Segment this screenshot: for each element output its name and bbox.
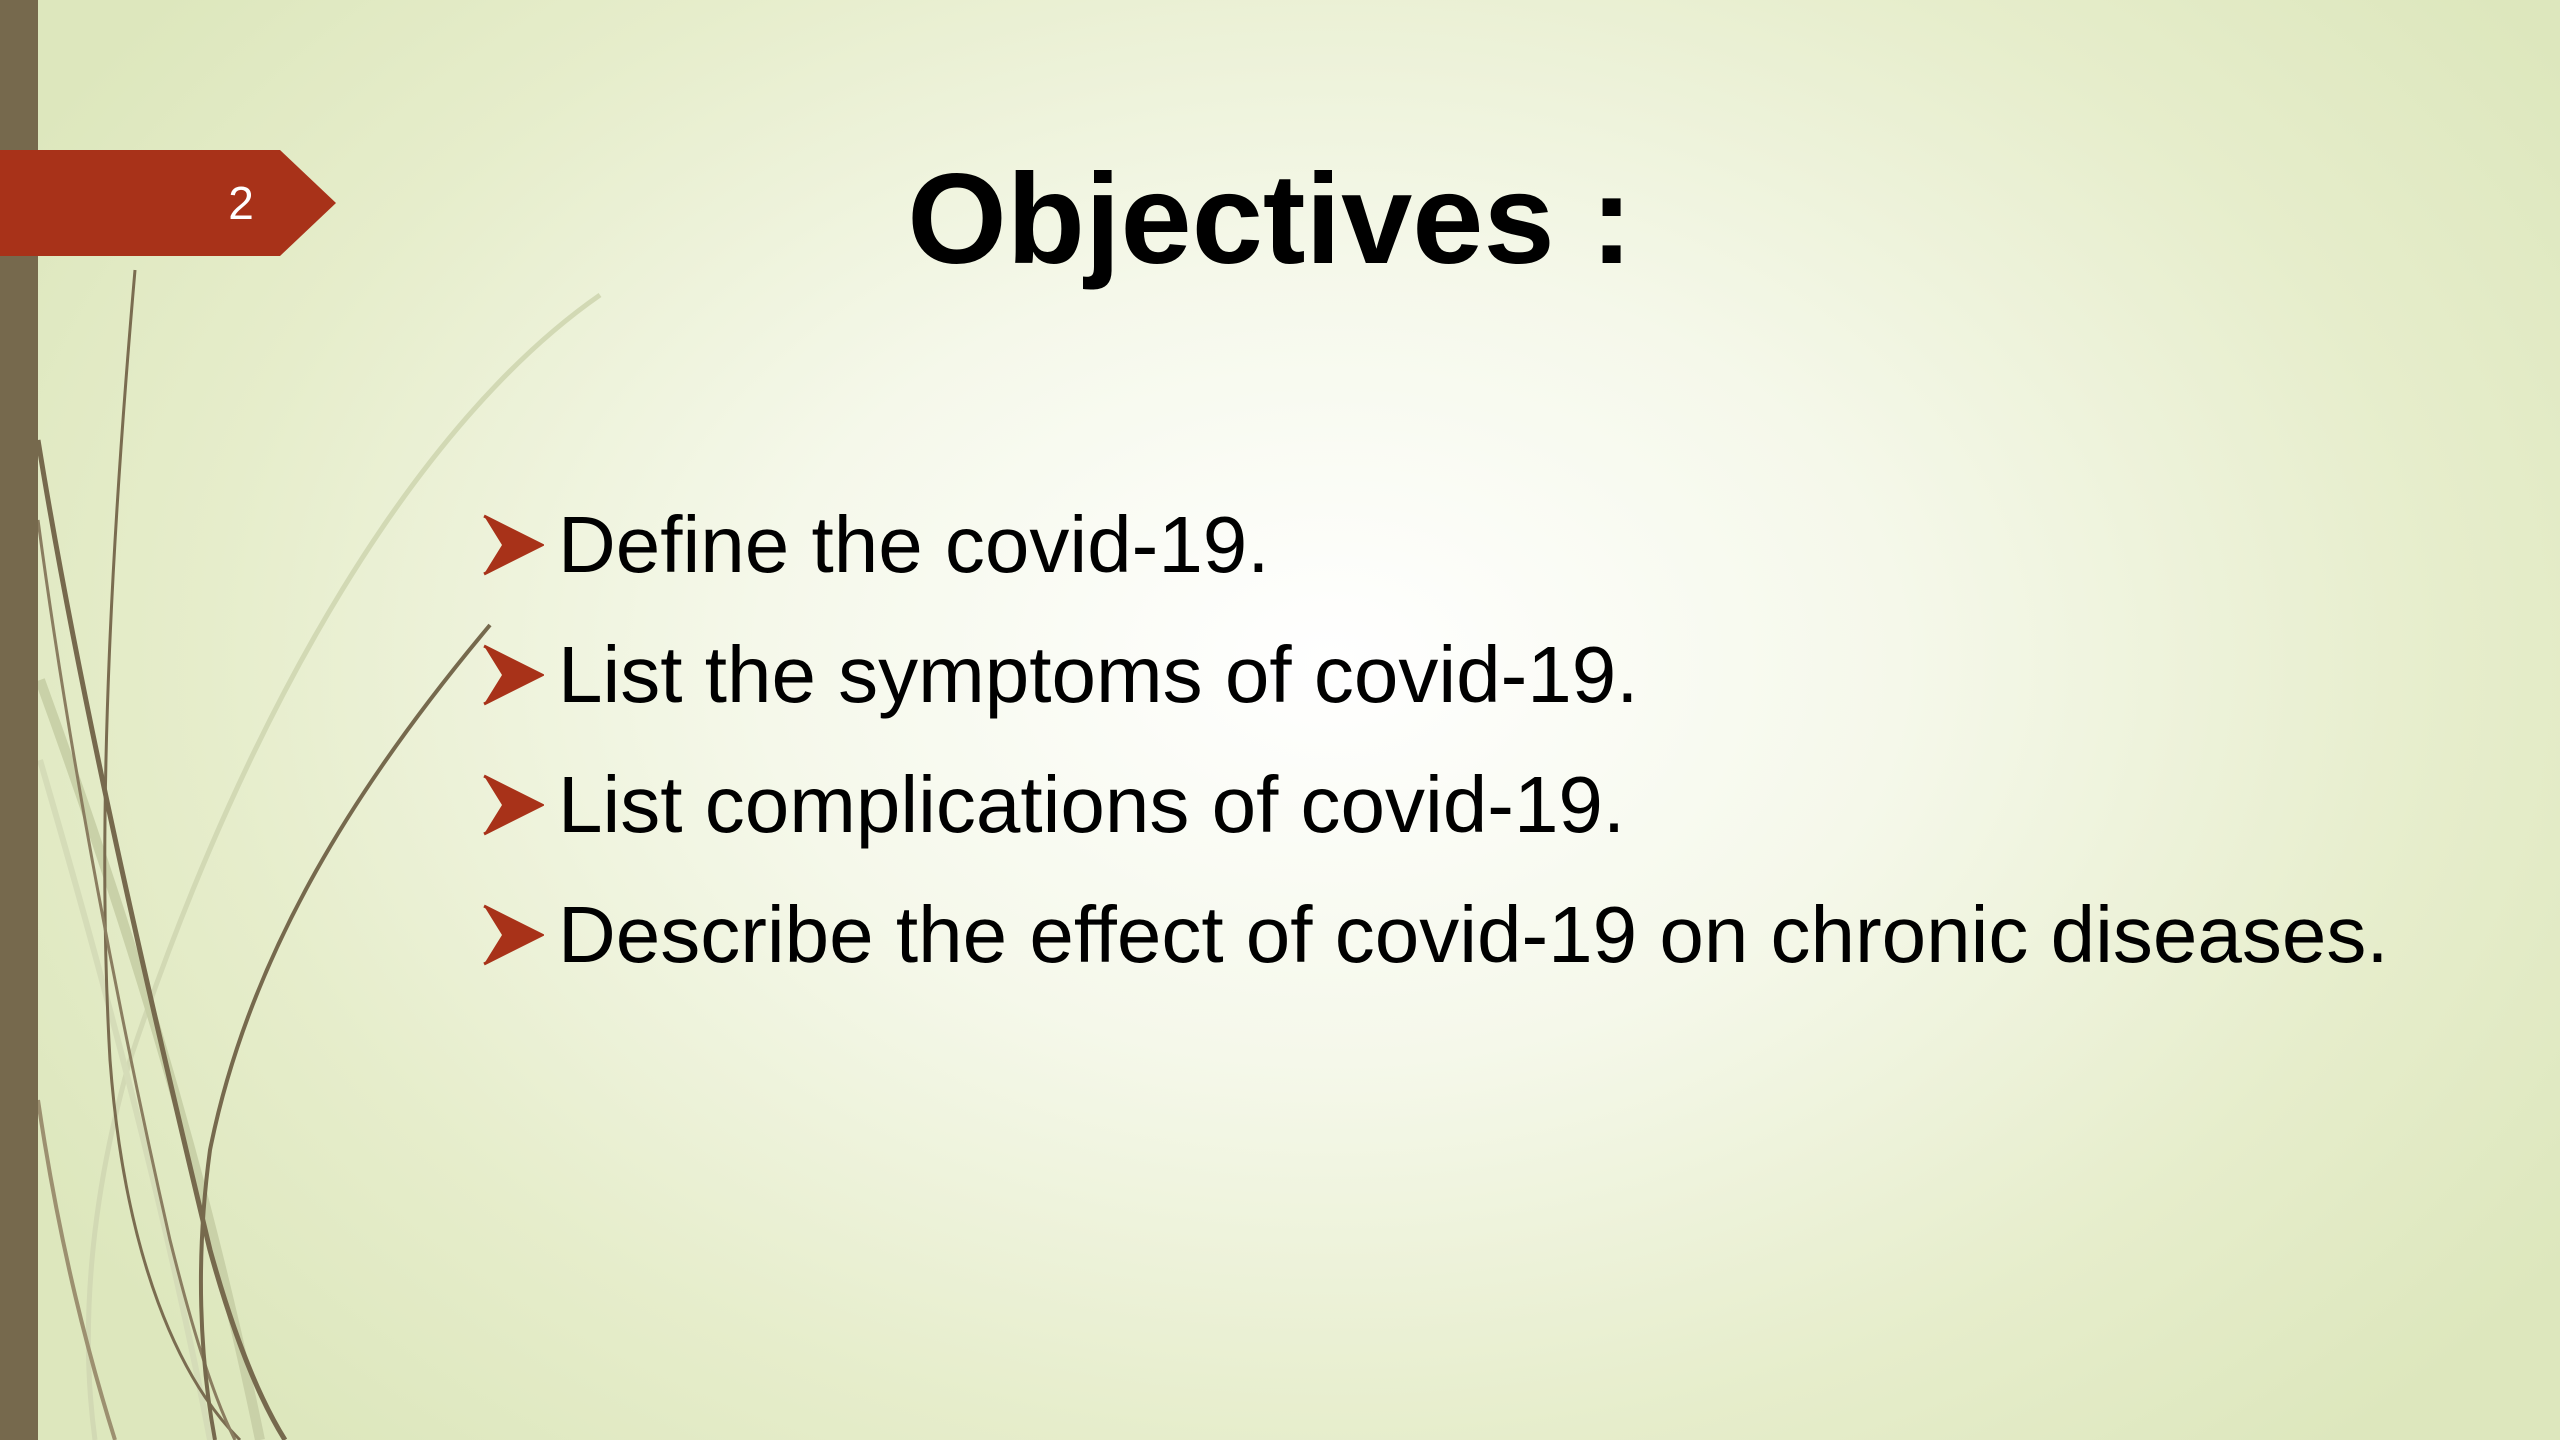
arrow-bullet-icon xyxy=(480,642,544,708)
list-item xyxy=(480,870,2389,1000)
list-item xyxy=(480,610,2389,740)
arrow-bullet-icon xyxy=(480,772,544,838)
list-item-text: Define the covid-19. xyxy=(558,500,1270,589)
arrow-bullet-icon xyxy=(480,902,544,968)
list-item-text: List the symptoms of covid-19. xyxy=(558,630,1639,719)
list-item-text: List complications of covid-19. xyxy=(558,760,1626,849)
arrow-bullet-icon xyxy=(480,512,544,578)
list-item-text: Describe the effect of covid-19 on chronic diseases. xyxy=(558,890,2389,979)
objectives-list xyxy=(480,480,2389,1000)
slide-title: Objectives : xyxy=(907,148,1633,291)
page-number: 2 xyxy=(228,177,254,229)
list-item xyxy=(480,740,2389,870)
list-item xyxy=(480,480,2389,610)
